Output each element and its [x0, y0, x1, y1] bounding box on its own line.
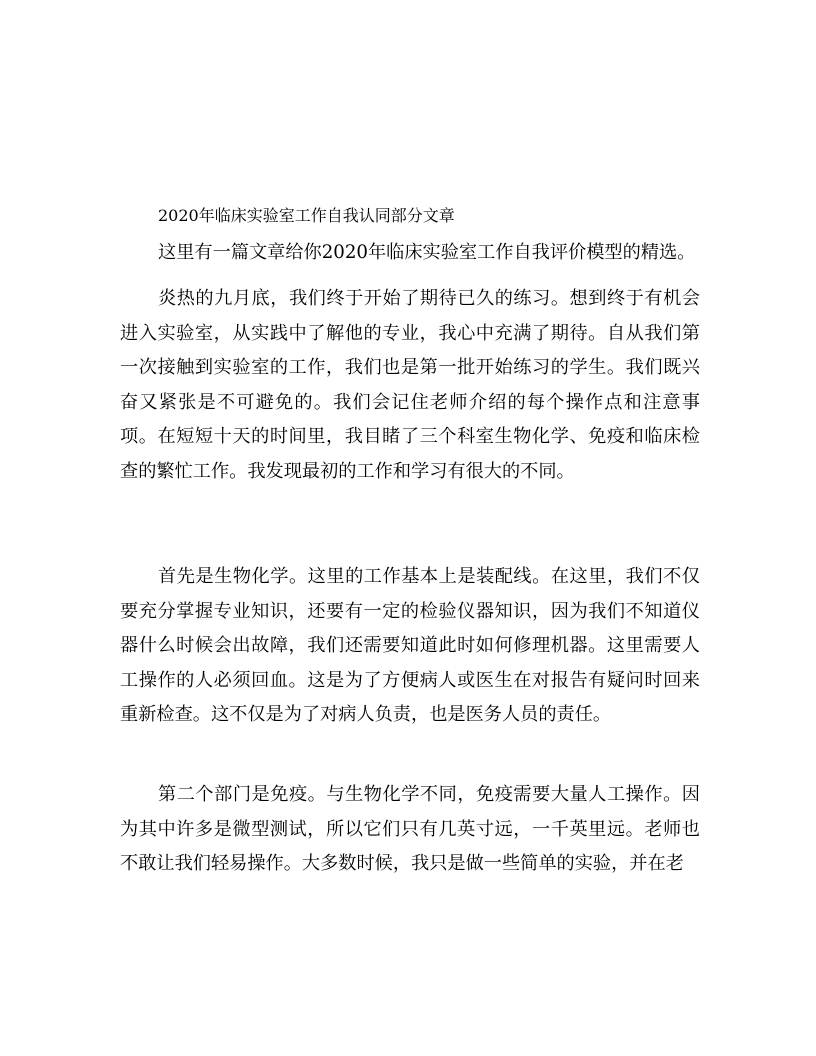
paragraph-september: 炎热的九月底，我们终于开始了期待已久的练习。想到终于有机会进入实验室，从实践中了解他的专业，我心中充满了期待。自从我们第一次接触到实验室的工作，我们也是第一批开始练习的学生。我们既兴奋又紧张是不可避免的。我们会记住老师介绍的每个操作点和注意事项。在短短十天的时间里，我目睹了三个科室生物化学、免疫和临床检查的繁忙工作。我发现最初的工作和学习有很大的不同。	[120, 288, 700, 482]
paragraph-intro: 这里有一篇文章给你2020年临床实验室工作自我评价模型的精选。	[158, 242, 696, 263]
paragraph-biochemistry: 首先是生物化学。这里的工作基本上是装配线。在这里，我们不仅要充分掌握专业知识，还要有一定的检验仪器知识，因为我们不知道仪器什么时候会出故障，我们还需要知道此时如何修理机器。这里需要人工操作的人必须回血。这是为了方便病人或医生在对报告有疑问时回来重新检查。这不仅是为了对病人负责，也是医务人员的责任。	[120, 566, 700, 726]
paragraph-immunology: 第二个部门是免疫。与生物化学不同，免疫需要大量人工操作。因为其中许多是微型测试，所以它们只有几英寸远，一千英里远。老师也不敢让我们轻易操作。大多数时候，我只是做一些简单的实验，并在老	[120, 784, 700, 875]
document-title: 2020年临床实验室工作自我认同部分文章	[158, 206, 455, 225]
